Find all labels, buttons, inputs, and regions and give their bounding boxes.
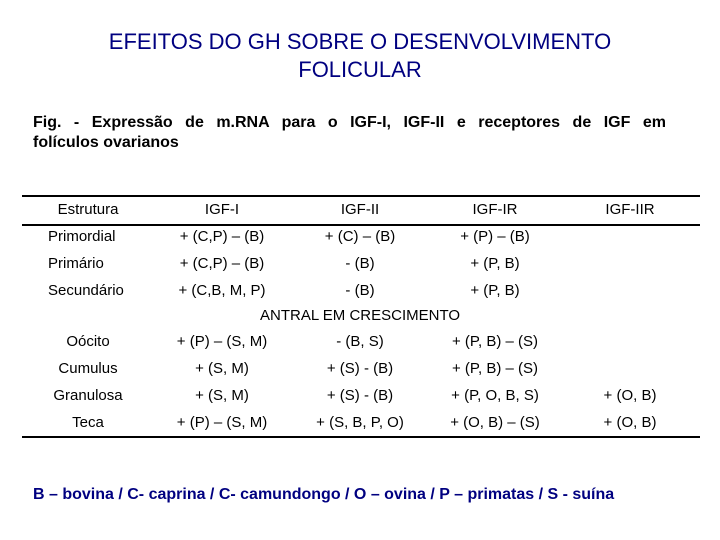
table-cell: + (P, O, B, S): [451, 387, 539, 404]
table-cell: + (O, B): [603, 387, 657, 404]
table-cell: + (S, M): [195, 360, 249, 377]
header-cell: IGF-IR: [472, 201, 518, 218]
title-line-2: FOLICULAR: [298, 57, 422, 82]
page-title: [60, 28, 660, 84]
table-cell: + (C,B, M, P): [178, 282, 266, 299]
header-cell: Estrutura: [57, 201, 119, 218]
table-cell: + (C,P) – (B): [179, 228, 265, 245]
header-cell: IGF-II: [340, 201, 380, 218]
table-cell: + (S, B, P, O): [316, 414, 404, 431]
table-header-rule: [22, 224, 700, 226]
row-label: Primário: [48, 255, 104, 272]
table-cell: + (P, B): [470, 282, 520, 299]
table-cell: + (C,P) – (B): [179, 255, 265, 272]
table-cell: + (S) - (B): [326, 360, 394, 377]
species-legend: B – bovina / C- caprina / C- camundongo / O – ovina / P – primatas / S - suína: [33, 486, 615, 503]
section-label-antral: ANTRAL EM CRESCIMENTO: [259, 307, 461, 324]
table-bottom-rule: [22, 436, 700, 438]
table-cell: - (B, S): [336, 333, 384, 350]
table-cell: + (P, B) – (S): [451, 333, 539, 350]
row-label: Primordial: [48, 228, 116, 245]
caption-line-2: folículos ovarianos: [33, 134, 179, 151]
table-cell: + (P, B): [470, 255, 520, 272]
table-cell: + (S, M): [195, 387, 249, 404]
table-top-rule: [22, 195, 700, 197]
row-label: Oócito: [66, 333, 110, 350]
row-label: Cumulus: [58, 360, 118, 377]
header-cell: IGF-IIR: [605, 201, 655, 218]
header-cell: IGF-I: [204, 201, 240, 218]
table-cell: + (O, B): [603, 414, 657, 431]
table-cell: - (B): [345, 255, 375, 272]
table-cell: + (P) – (B): [460, 228, 530, 245]
figure-caption: [33, 113, 666, 153]
caption-line-1: Fig. - Expressão de m.RNA para o IGF-I, IGF-II e receptores de IGF em: [33, 114, 666, 131]
table-cell: + (S) - (B): [326, 387, 394, 404]
row-label: Teca: [72, 414, 104, 431]
title-line-1: EFEITOS DO GH SOBRE O DESENVOLVIMENTO: [108, 29, 612, 54]
table-cell: - (B): [345, 282, 375, 299]
table-cell: + (P, B) – (S): [451, 360, 539, 377]
table-cell: + (P) – (S, M): [176, 333, 268, 350]
table-cell: + (C) – (B): [324, 228, 396, 245]
table-cell: + (O, B) – (S): [450, 414, 540, 431]
table-cell: + (P) – (S, M): [176, 414, 268, 431]
row-label: Granulosa: [53, 387, 123, 404]
row-label: Secundário: [48, 282, 124, 299]
